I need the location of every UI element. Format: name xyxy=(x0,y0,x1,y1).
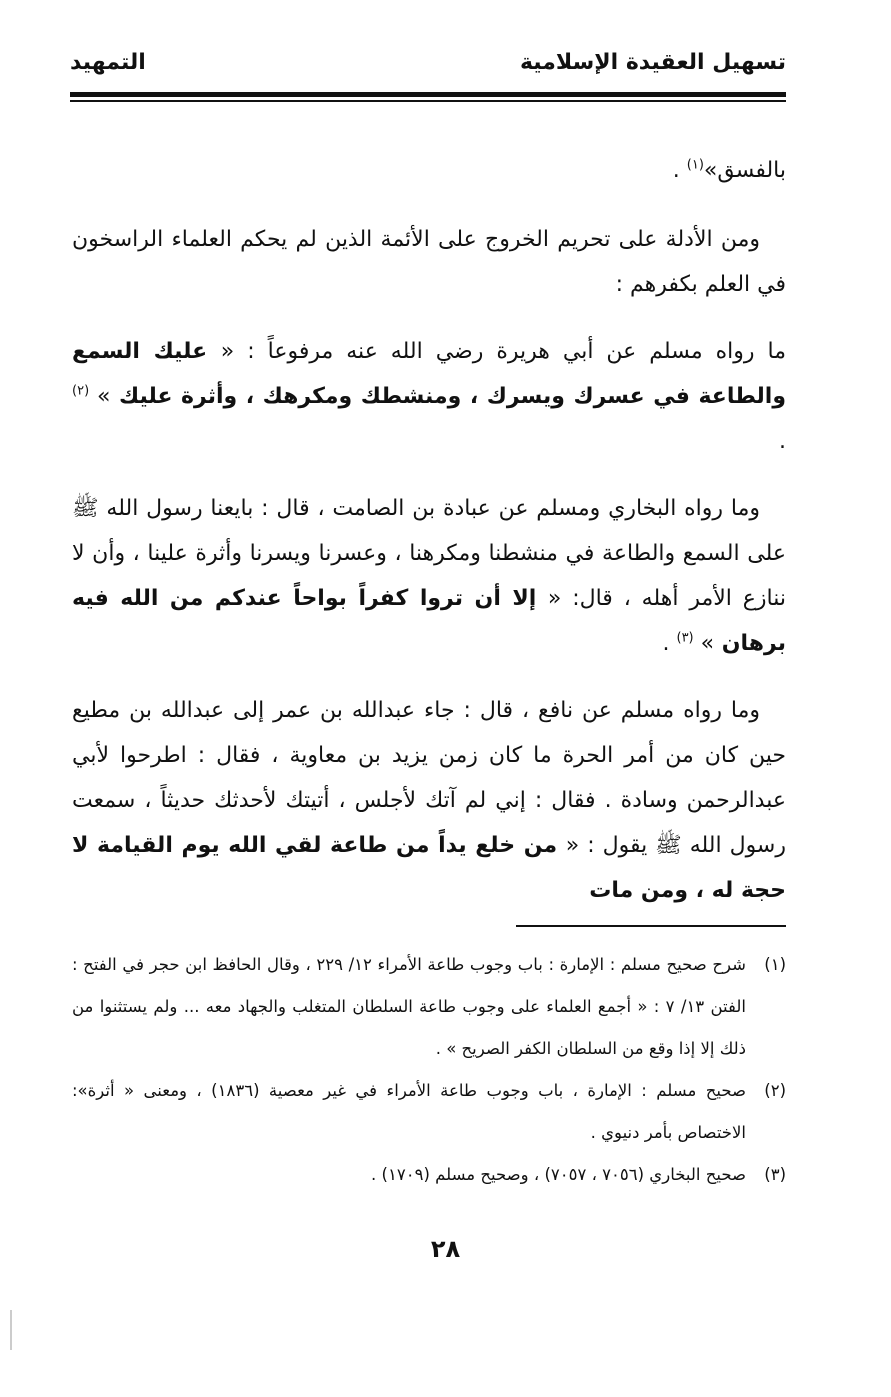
paragraph-5 xyxy=(72,688,786,913)
page-number: ٢٨ xyxy=(430,1235,461,1263)
footnote-ref-1: (١) xyxy=(686,157,704,173)
hadith-quote-3: من خلع يداً من طاعة لقي الله يوم القيامة لا حجة له ، ومن مات xyxy=(72,833,786,903)
footnote-separator xyxy=(516,925,786,927)
footnote-ref-3: (٣) xyxy=(676,630,694,646)
paragraph-3-end: . xyxy=(779,429,786,454)
running-header xyxy=(70,50,786,86)
paragraph-1-text: بالفسق» xyxy=(703,158,786,183)
paragraph-1-end: . xyxy=(672,158,680,183)
paragraph-4-end: . xyxy=(662,631,677,656)
paragraph-2 xyxy=(72,217,786,307)
footnote-2-number: (٢) xyxy=(764,1081,786,1100)
paragraph-2-text: ومن الأدلة على تحريم الخروج على الأئمة الذين لم يحكم العلماء الراسخون في العلم بكفرهم : xyxy=(72,227,786,297)
book-title: تسهيل العقيدة الإسلامية xyxy=(519,50,786,75)
paragraph-3-lead: ما رواه مسلم عن أبي هريرة رضي الله عنه مرفوعاً : « xyxy=(220,339,786,364)
chapter-title: التمهيد xyxy=(70,50,146,75)
paragraph-3-close: » xyxy=(97,384,111,409)
hadith-quote-2: إلا أن تروا كفراً بواحاً عندكم من الله فيه برهان xyxy=(72,586,786,656)
footnote-2-text: صحيح مسلم : الإمارة ، باب وجوب طاعة الأمراء في غير معصية (١٨٣٦) ، ومعنى « أثرة»: الاختصاص بأمر دنيوي . xyxy=(72,1081,746,1142)
header-rule-thin xyxy=(70,100,786,102)
footnote-3-text: صحيح البخاري (٧٠٥٦ ، ٧٠٥٧) ، وصحيح مسلم (١٧٠٩) . xyxy=(371,1165,746,1184)
hadith-quote-1: عليك السمع والطاعة في عسرك ويسرك ، ومنشطك ومكرهك ، وأثرة عليك xyxy=(72,339,786,409)
paragraph-4-lead: وما رواه البخاري ومسلم عن عبادة بن الصامت ، قال : بايعنا رسول الله ﷺ على السمع والطاعة في منشطنا ومكرهنا ، وعسرنا ويسرنا وأثرة علينا ، وأن لا ننازع الأمر أهله ، قال: « xyxy=(72,496,787,611)
main-text xyxy=(72,148,786,935)
paragraph-5-lead: وما رواه مسلم عن نافع ، قال : جاء عبدالله بن عمر إلى عبدالله بن مطيع حين كان من أمر الحرة ما كان زمن يزيد بن معاوية ، فقال : اطرحوا لأبي عبدالرحمن وسادة . فقال : إني لم آتك لأجلس ، أتيتك لأحدثك حديثاً ، سمعت رسول الله ﷺ يقول : « xyxy=(72,698,786,858)
paragraph-3 xyxy=(72,329,786,464)
header-rule-thick xyxy=(70,92,786,97)
paragraph-4 xyxy=(72,486,786,666)
footnotes xyxy=(72,944,786,1196)
footnote-2 xyxy=(72,1070,786,1154)
scan-mark xyxy=(10,1310,12,1350)
footnote-1 xyxy=(72,944,786,1070)
paragraph-1 xyxy=(72,148,786,193)
paragraph-4-close: » xyxy=(700,631,715,656)
footnote-3 xyxy=(72,1154,786,1196)
footnote-3-number: (٣) xyxy=(764,1165,786,1184)
footnote-1-number: (١) xyxy=(764,955,786,974)
footnote-1-text: شرح صحيح مسلم : الإمارة : باب وجوب طاعة الأمراء ١٢/ ٢٢٩ ، وقال الحافظ ابن حجر في الفتح : الفتن ١٣/ ٧ : « أجمع العلماء على وجوب طاعة السلطان المتغلب والجهاد معه ... ولم يستثنوا من ذلك إلا إذا وقع من السلطان الكفر الصريح » . xyxy=(72,955,746,1058)
footnote-ref-2: (٢) xyxy=(72,383,90,399)
